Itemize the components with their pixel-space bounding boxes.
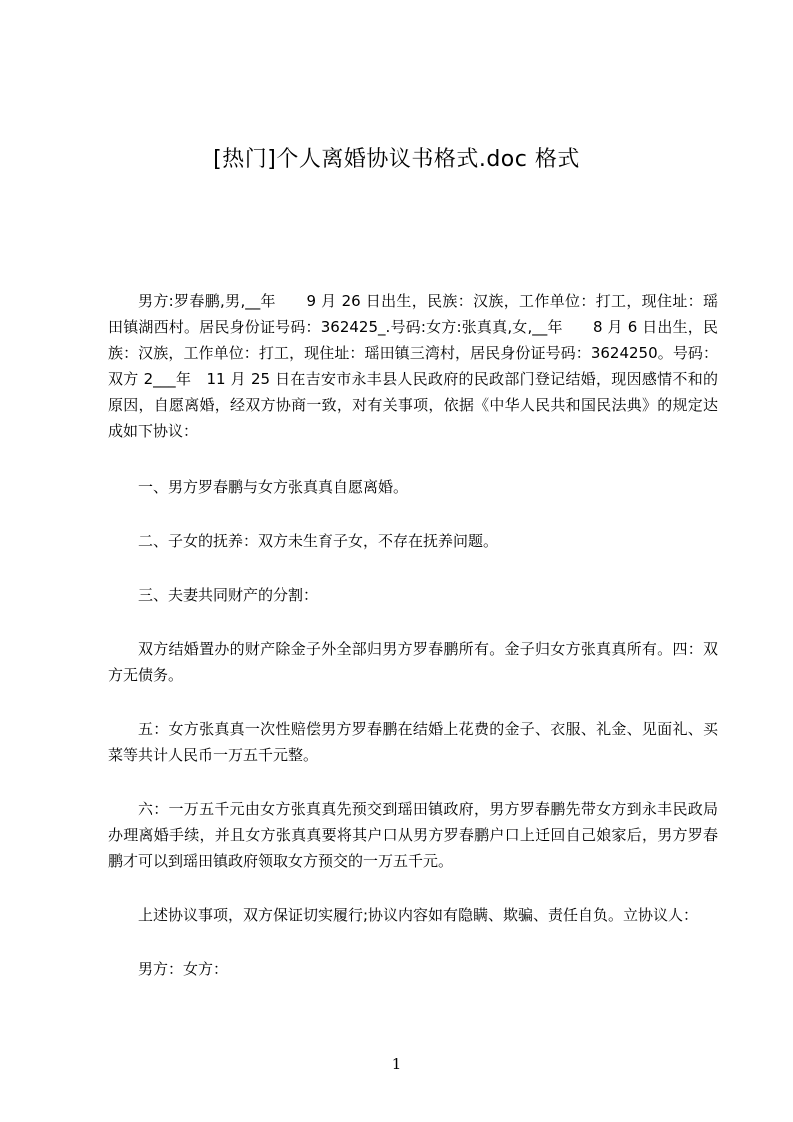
document-body [108, 288, 718, 1010]
clause-compensation: 五：女方张真真一次性赔偿男方罗春鹏在结婚上花费的金子、衣服、礼金、见面礼、买菜等共计人民币一万五千元整。 [108, 720, 718, 764]
clause-children: 二、子女的抚养：双方未生育子女，不存在抚养问题。 [138, 532, 499, 550]
document-title: [热门]个人离婚协议书格式.doc 格式 [213, 147, 580, 172]
closing-statement: 上述协议事项，双方保证切实履行;协议内容如有隐瞒、欺骗、责任自负。立协议人： [138, 906, 699, 924]
clause-divorce: 一、男方罗春鹏与女方张真真自愿离婚。 [138, 478, 409, 496]
signature-line: 男方：女方： [138, 960, 229, 978]
clause-property-heading: 三、夫妻共同财产的分割： [138, 586, 319, 604]
clause-payment-procedure: 六：一万五千元由女方张真真先预交到瑶田镇政府，男方罗春鹏先带女方到永丰民政局办理离婚手续，并且女方张真真要将其户口从男方罗春鹏户口上迁回自己娘家后，男方罗春鹏才可以到瑶田镇政府领取女方预交的一万五千元。 [108, 800, 718, 870]
clause-property-division: 双方结婚置办的财产除金子外全部归男方罗春鹏所有。金子归女方张真真所有。四：双方无债务。 [108, 640, 718, 684]
party-info-paragraph: 男方:罗春鹏,男,__年 9 月 26 日出生，民族：汉族，工作单位：打工，现住址：瑶田镇湖西村。居民身份证号码：362425_.号码:女方:张真真,女,__年 8 月 6 日出生，民族：汉族，工作单位：打工，现住址：瑶田镇三湾村，居民身份证号码：3624250。号码：双方 2___年 11 月 25 日在吉安市永丰县人民政府的民政部门登记结婚，现因感情不和的原因，自愿离婚，经双方协商一致，对有关事项，依据《中华人民共和国民法典》的规定达成如下协议： [108, 292, 718, 440]
page-number: 1 [391, 1055, 402, 1073]
